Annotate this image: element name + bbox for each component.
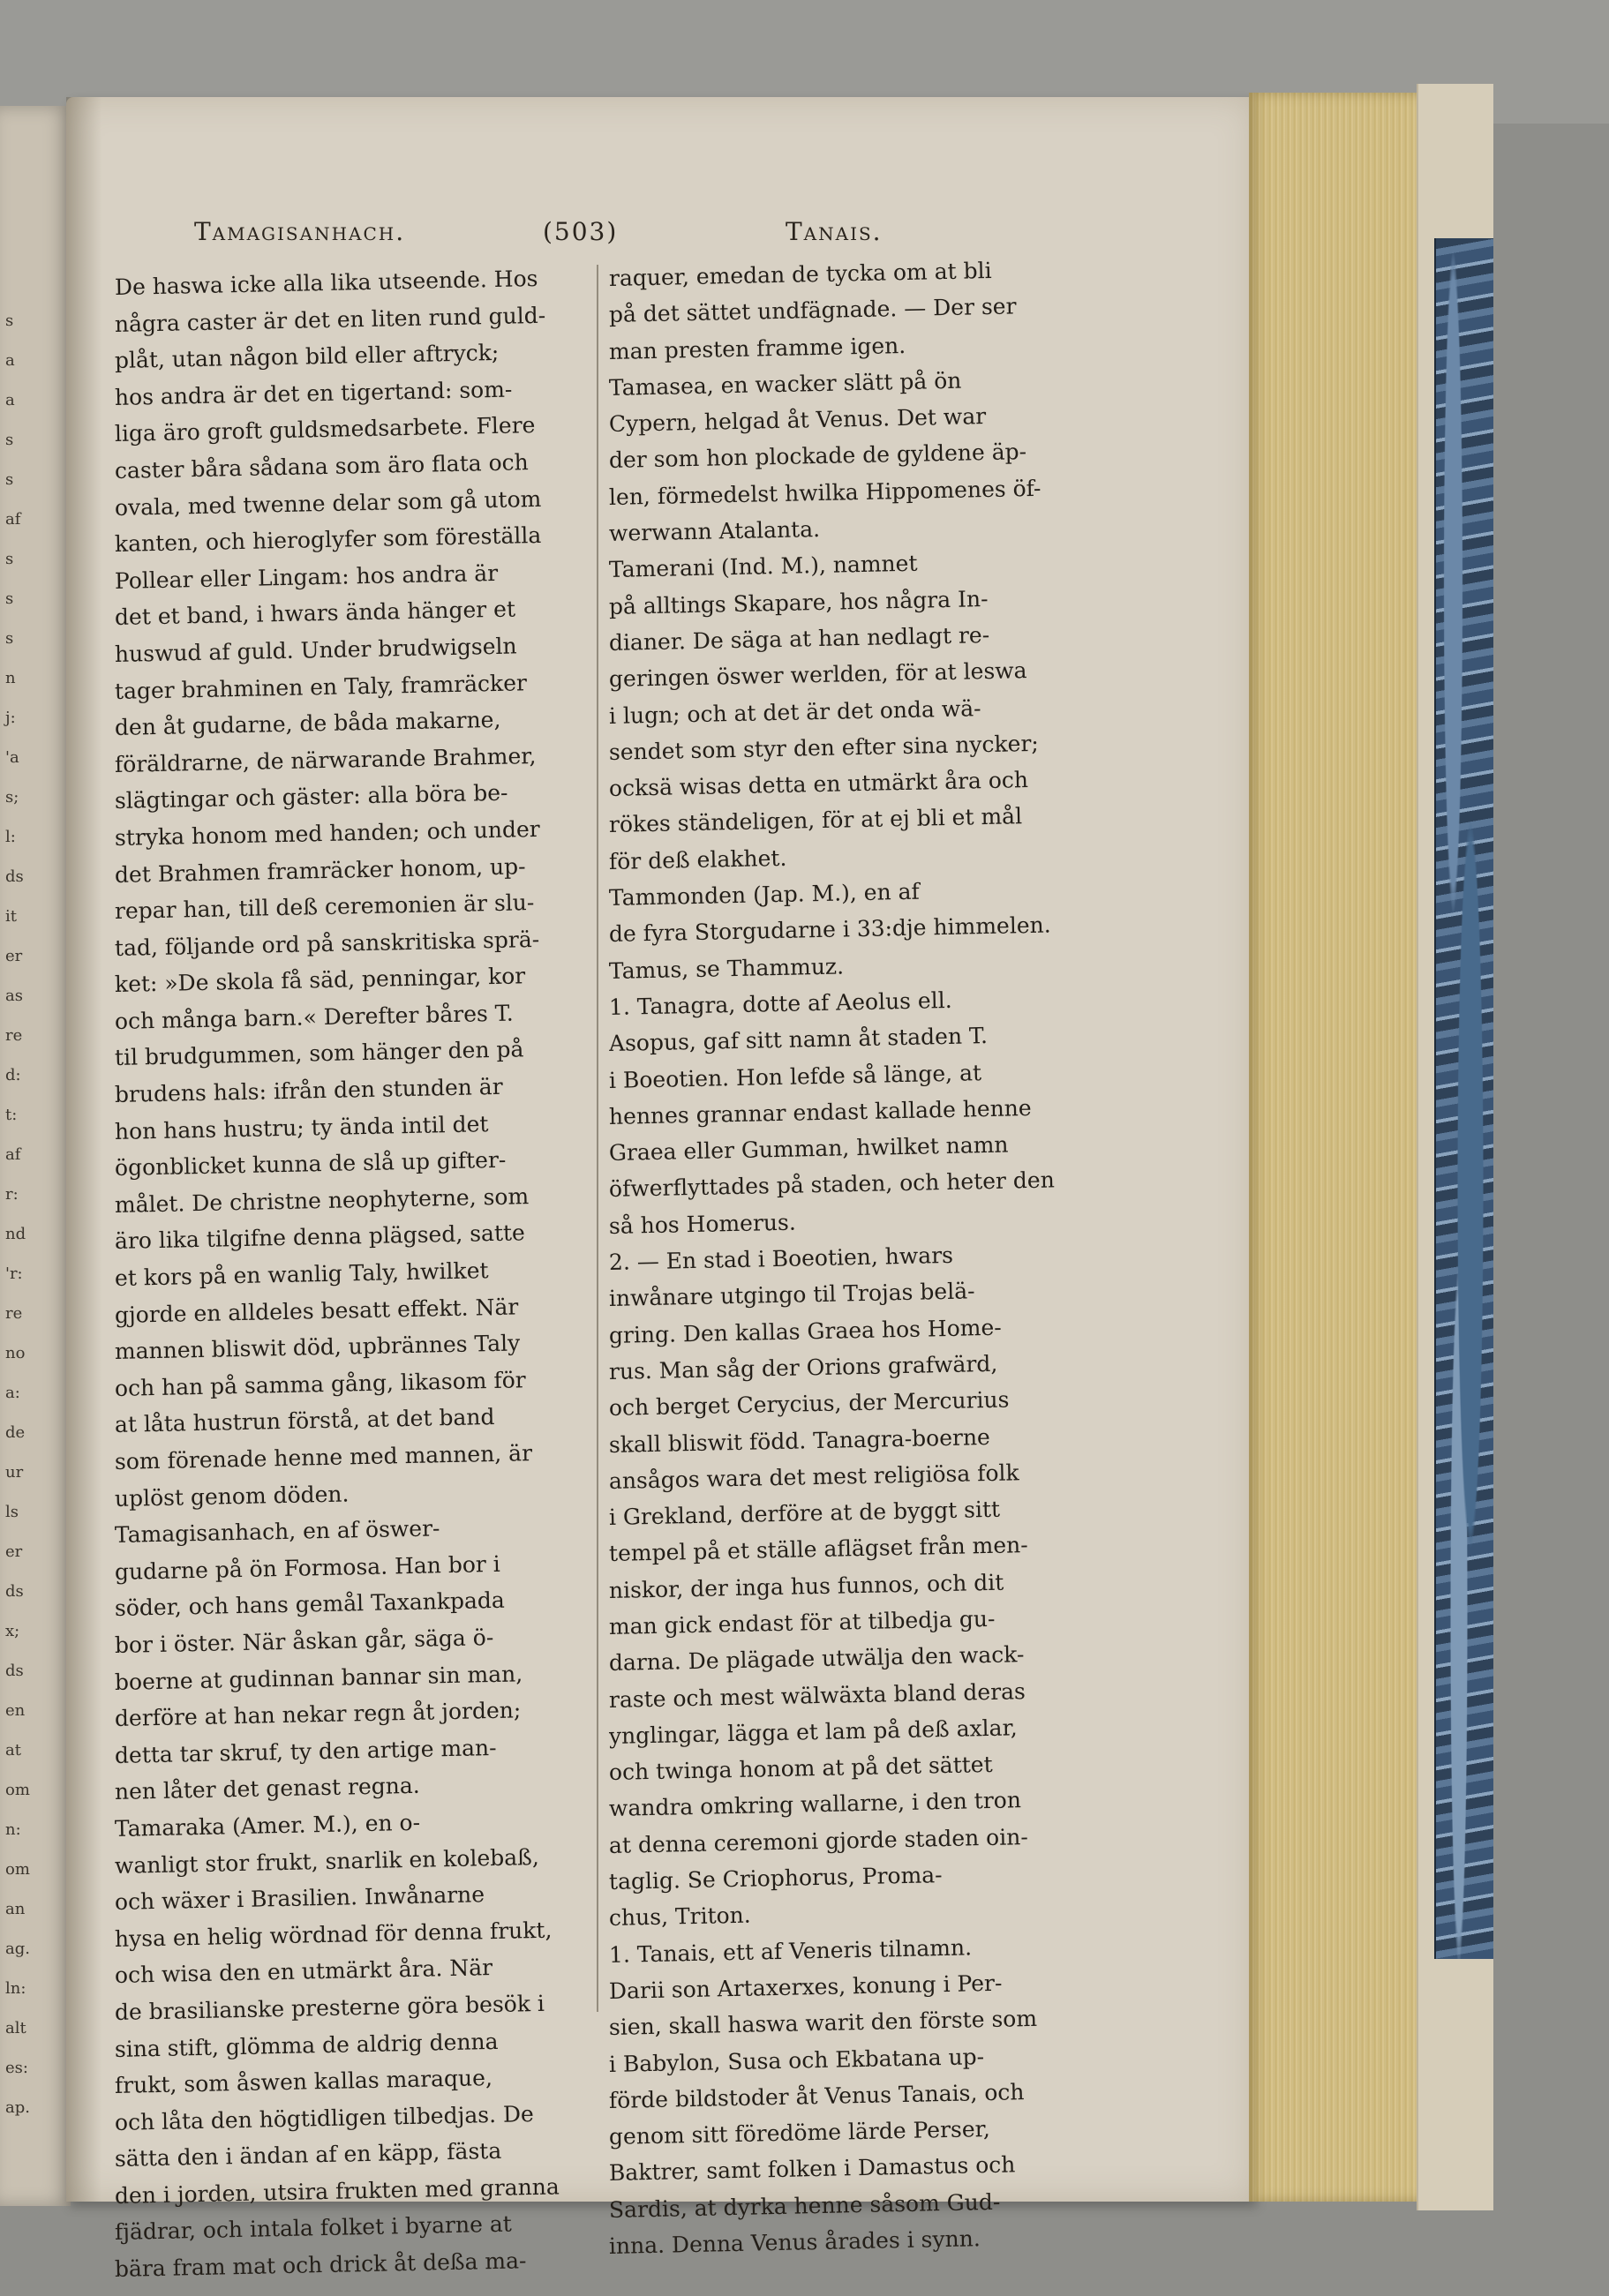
left-column-line: sätta den i ändan af en käpp, fästa [114, 2138, 502, 2172]
left-page-text-fragment: ap. [5, 2098, 30, 2117]
left-page-text-fragment: s [5, 311, 14, 330]
left-column-line: ögonblicket kunna de slå up gifter- [114, 1146, 507, 1182]
left-page-text-fragment: n [5, 669, 16, 687]
left-column-line: de brasilianske presterne göra besök i [114, 1990, 545, 2025]
right-column-line: man presten framme igen. [608, 332, 906, 364]
left-column-line: liga äro groft guldsmedsarbete. Flere [114, 412, 536, 447]
right-column-line: ynglingar, lägga et lam på deß axlar, [608, 1714, 1018, 1749]
left-page-text-fragment: es: [5, 2059, 28, 2077]
left-column-line: stryka honom med handen; och under [114, 815, 540, 851]
right-column-line: Sardis, at dyrka henne såsom Gud- [608, 2188, 1001, 2223]
right-column-line: Tamasea, en wacker slätt på ön [608, 367, 962, 401]
right-column-line: för deß elakhet. [608, 844, 787, 874]
left-column-line: wanligt stor frukt, snarlik en kolebaß, [114, 1843, 540, 1879]
left-page-text-fragment: 'a [5, 748, 19, 767]
left-page-text-fragment: ds [5, 1582, 24, 1601]
left-page-text-fragment: d: [5, 1066, 21, 1084]
right-column-line: darna. De plägade utwälja den wack- [608, 1641, 1025, 1677]
left-page-text-fragment: er [5, 1542, 23, 1561]
left-column-line: hysa en helig wördnad för denna frukt, [114, 1917, 553, 1952]
right-column-line: tempel på et ställe aflägset från men- [608, 1532, 1028, 1567]
left-page-text-fragment: x; [5, 1622, 20, 1640]
right-column-line: inna. Denna Venus årades i synn. [608, 2225, 981, 2260]
left-column-line: at låta hustrun förstå, at det band [114, 1404, 495, 1438]
left-column-line: föräldrarne, de närwarande Brahmer, [114, 742, 537, 777]
left-page-text-fragment: af [5, 1145, 21, 1164]
left-page-text-fragment: om [5, 1781, 30, 1799]
left-page-text-fragment: alt [5, 2019, 26, 2037]
left-column-line: gudarne på ön Formosa. Han bor i [114, 1550, 501, 1585]
left-page-text-fragment: ln: [5, 1979, 26, 1998]
left-page-text-fragment: er [5, 947, 23, 965]
right-column-line: 1. Tanais, ett af Veneris tilnamn. [608, 1934, 973, 1968]
right-column-line: ansågos wara det mest religiösa folk [608, 1459, 1019, 1494]
left-page-text-fragment: s [5, 629, 14, 648]
right-column-line: Darii son Artaxerxes, konung i Per- [608, 1970, 1003, 2004]
left-column-line: det Brahmen framräcker honom, up- [114, 852, 526, 888]
left-page-text-fragment: s [5, 550, 14, 568]
left-column-line: några caster är det en liten rund guld- [114, 302, 546, 337]
left-column-line: den åt gudarne, de båda makarne, [114, 706, 501, 741]
left-column-line: Pollear eller Lingam: hos andra är [114, 559, 499, 594]
right-column-line: ocksä wisas detta en utmärkt åra och [608, 767, 1029, 802]
right-column-line: på alltings Skapare, hos några In- [608, 585, 989, 619]
left-column-line: ket: »De skola få säd, penningar, kor [114, 963, 526, 998]
left-column-line: huswud af guld. Under brudwigseln [114, 633, 517, 667]
right-column-line: Tamerani (Ind. M.), namnet [608, 551, 918, 583]
left-page-text-fragment: s [5, 589, 14, 608]
left-page-text-fragment: ds [5, 1662, 24, 1680]
left-page-text-fragment: ur [5, 1463, 24, 1482]
right-column-line: 2. — En stad i Boeotien, hwars [608, 1242, 954, 1276]
left-column-line: bära fram mat och drick åt deßa ma- [114, 2247, 527, 2283]
left-page-text-fragment: n: [5, 1820, 21, 1839]
right-column-line: i Babylon, Susa och Ekbatana up- [608, 2043, 985, 2077]
left-column-line: Tamagisanhach, en af öswer- [114, 1515, 440, 1549]
left-page-text-fragment: s [5, 431, 14, 449]
right-column-line: len, förmedelst hwilka Hippomenes öf- [608, 475, 1041, 510]
left-column-line: brudens hals: ifrån den stunden är [114, 1073, 503, 1108]
right-column-line: niskor, der inga hus funnos, och dit [608, 1569, 1004, 1603]
left-page-text-fragment: af [5, 510, 21, 529]
left-column-line: uplöst genom döden. [114, 1481, 350, 1512]
right-column-line: rus. Man såg der Orions grafwärd, [608, 1350, 998, 1384]
page-number: (503) [543, 217, 619, 246]
left-page-text-fragment: at [5, 1741, 21, 1760]
left-column-line: nen låter det genast regna. [114, 1773, 420, 1805]
right-column-line: taglig. Se Criophorus, Proma- [608, 1862, 943, 1895]
left-page-text-fragment: 'r: [5, 1264, 23, 1283]
left-page-text-fragment: it [5, 907, 17, 926]
left-column-line: detta tar skruf, ty den artige man- [114, 1734, 497, 1768]
left-column-line: och wisa den en utmärkt åra. När [114, 1955, 493, 1989]
left-column-line: ovala, med twenne delar som gå utom [114, 485, 542, 521]
page-gutter-shadow [66, 97, 102, 2202]
left-column-line: De haswa icke alla lika utseende. Hos [114, 265, 538, 300]
left-column-line: til brudgummen, som hänger den på [114, 1036, 524, 1071]
left-column-line: den i jorden, utsira frukten med granna [114, 2173, 560, 2209]
right-column-line: i lugn; och at det är det onda wä- [608, 694, 981, 729]
left-column-line: hos andra är det en tigertand: som- [114, 376, 513, 410]
right-column-line: raste och mest wälwäxta bland deras [608, 1677, 1026, 1713]
left-page-text-fragment: l: [5, 828, 16, 846]
right-column-line: hennes grannar endast kallade henne [608, 1094, 1032, 1129]
right-column-line: Cypern, helgad åt Venus. Det war [608, 403, 987, 438]
left-column-line: slägtingar och gäster: alla böra be- [114, 779, 508, 814]
right-column-line: der som hon plockade de gyldene äp- [608, 439, 1027, 474]
left-page-text-fragment: s; [5, 788, 19, 807]
right-column-line: skall bliswit född. Tanagra-boerne [608, 1423, 991, 1458]
left-column-line: och wäxer i Brasilien. Inwånarne [114, 1881, 485, 1916]
left-column-line: målet. De christne neophyterne, som [114, 1183, 530, 1218]
left-page-text-fragment: a [5, 391, 15, 409]
left-column-line: söder, och hans gemål Taxankpada [114, 1587, 506, 1622]
right-column-line: chus, Triton. [608, 1902, 751, 1932]
left-page-text-fragment: as [5, 987, 23, 1005]
left-page-text-fragment: re [5, 1026, 23, 1045]
right-column-line: gring. Den kallas Graea hos Home- [608, 1314, 1002, 1348]
left-column-line: sina stift, glömma de aldrig denna [114, 2028, 499, 2062]
left-page-text-fragment: no [5, 1344, 26, 1362]
right-column-line: och twinga honom at på det sättet [608, 1752, 993, 1786]
right-column-line: Graea eller Gumman, hwilket namn [608, 1131, 1009, 1167]
left-column-line: et kors på en wanlig Taly, hwilket [114, 1257, 489, 1292]
left-page-text-fragment: an [5, 1900, 26, 1918]
right-column-line: Baktrer, samt folken i Damastus och [608, 2151, 1016, 2187]
right-column-line: på det sättet undfägnade. — Der ser [608, 293, 1017, 328]
left-column-line: caster båra sådana som äro flata och [114, 449, 530, 484]
left-page-text-fragment: ls [5, 1503, 19, 1521]
left-column-line: gjorde en alldeles besatt effekt. När [114, 1294, 519, 1328]
left-column-line: mannen bliswit död, upbrännes Taly [114, 1330, 521, 1365]
header-right-title: Tanais. [786, 217, 883, 246]
header-left-title: Tamagisanhach. [194, 217, 406, 246]
left-column-line: boerne at gudinnan bannar sin man, [114, 1660, 523, 1695]
left-text-column [114, 265, 605, 2288]
left-page-text-fragment: a: [5, 1384, 20, 1402]
right-column-line: Asopus, gaf sitt namn åt staden T. [608, 1023, 989, 1057]
right-text-column [608, 257, 1139, 2264]
left-page-text-fragment: s [5, 470, 14, 489]
right-column-line: raquer, emedan de tycka om at bli [608, 257, 992, 291]
right-column-line: och berget Cerycius, der Mercurius [608, 1386, 1010, 1422]
marbled-cover [1434, 238, 1493, 1959]
left-column-line: äro lika tilgifne denna plägsed, satte [114, 1219, 526, 1255]
right-column-line: i Boeotien. Hon lefde så länge, at [608, 1059, 982, 1093]
left-column-line: kanten, och hieroglyfer som föreställa [114, 522, 542, 558]
right-column-line: sendet som styr den efter sina nycker; [608, 730, 1040, 765]
left-column-line: tager brahminen en Taly, framräcker [114, 669, 528, 704]
left-page-text-fragment: t: [5, 1106, 18, 1124]
left-column-line: fjädrar, och intala folket i byarne at [114, 2211, 513, 2246]
right-column-line: at denna ceremoni gjorde staden oin- [608, 1823, 1029, 1858]
left-page-text-fragment: om [5, 1860, 30, 1879]
left-column-line: frukt, som åswen kallas maraque, [114, 2065, 493, 2099]
right-column-line: de fyra Storgudarne i 33:dje himmelen. [608, 912, 1051, 948]
left-page-text-fragment: r: [5, 1185, 19, 1204]
right-column-line: rökes ständeligen, för at ej bli et mål [608, 803, 1023, 838]
running-header [194, 217, 1227, 252]
page-fore-edge [1249, 93, 1434, 2202]
left-column-line: Tamaraka (Amer. M.), en o- [114, 1809, 421, 1842]
right-column-line: förde bildstoder åt Venus Tanais, och [608, 2078, 1025, 2113]
right-column-line: så hos Homerus. [608, 1209, 797, 1239]
right-column-line: man gick endast för at tilbedja gu- [608, 1605, 996, 1639]
right-column-line: dianer. De säga at han nedlagt re- [608, 621, 990, 656]
right-column-line: i Grekland, derföre at de byggt sitt [608, 1496, 1001, 1531]
right-column-line: werwann Atalanta. [608, 516, 821, 547]
left-column-line: bor i öster. När åskan går, säga ö- [114, 1624, 494, 1658]
left-column-line: och många barn.« Derefter båres T. [114, 1000, 514, 1034]
left-column-line: som förenade henne med mannen, är [114, 1440, 533, 1474]
left-page-text-fragment: a [5, 351, 15, 370]
left-column-line: hon hans hustru; ty ända intil det [114, 1110, 489, 1144]
left-column-line: plåt, utan någon bild eller aftryck; [114, 340, 500, 374]
left-page-text-fragment: re [5, 1304, 23, 1323]
left-page-text-fragment: nd [5, 1225, 26, 1243]
left-column-line: och låta den högtidligen tilbedjas. De [114, 2100, 535, 2135]
right-column-line: öfwerflyttades på staden, och heter den [608, 1167, 1056, 1203]
left-column-line: derföre at han nekar regn åt jorden; [114, 1697, 522, 1732]
right-column-line: genom sitt föredöme lärde Perser, [608, 2116, 991, 2150]
left-column-line: tad, följande ord på sanskritiska sprä- [114, 926, 540, 961]
left-page-edge [0, 106, 71, 2206]
left-column-line: repar han, till deß ceremonien är slu- [114, 889, 535, 925]
left-page-text-fragment: ds [5, 867, 24, 886]
left-column-line: det et band, i hwars ända hänger et [114, 596, 516, 631]
right-column-line: sien, skall haswa warit den förste som [608, 2006, 1038, 2041]
left-page-text-fragment: en [5, 1701, 26, 1720]
right-column-line: 1. Tanagra, dotte af Aeolus ell. [608, 987, 952, 1020]
left-page-text-fragment: j: [5, 709, 16, 727]
right-column-line: geringen öswer werlden, för at leswa [608, 657, 1027, 693]
right-column-line: inwånare utgingo til Trojas belä- [608, 1278, 975, 1312]
left-column-line: och han på samma gång, likasom för [114, 1367, 526, 1401]
right-column-line: wandra omkring wallarne, i den tron [608, 1787, 1022, 1822]
left-page-text-fragment: de [5, 1423, 26, 1442]
right-column-line: Tamus, se Thammuz. [608, 953, 845, 984]
left-page-text-fragment: ag. [5, 1940, 30, 1958]
right-column-line: Tammonden (Jap. M.), en af [608, 878, 921, 912]
